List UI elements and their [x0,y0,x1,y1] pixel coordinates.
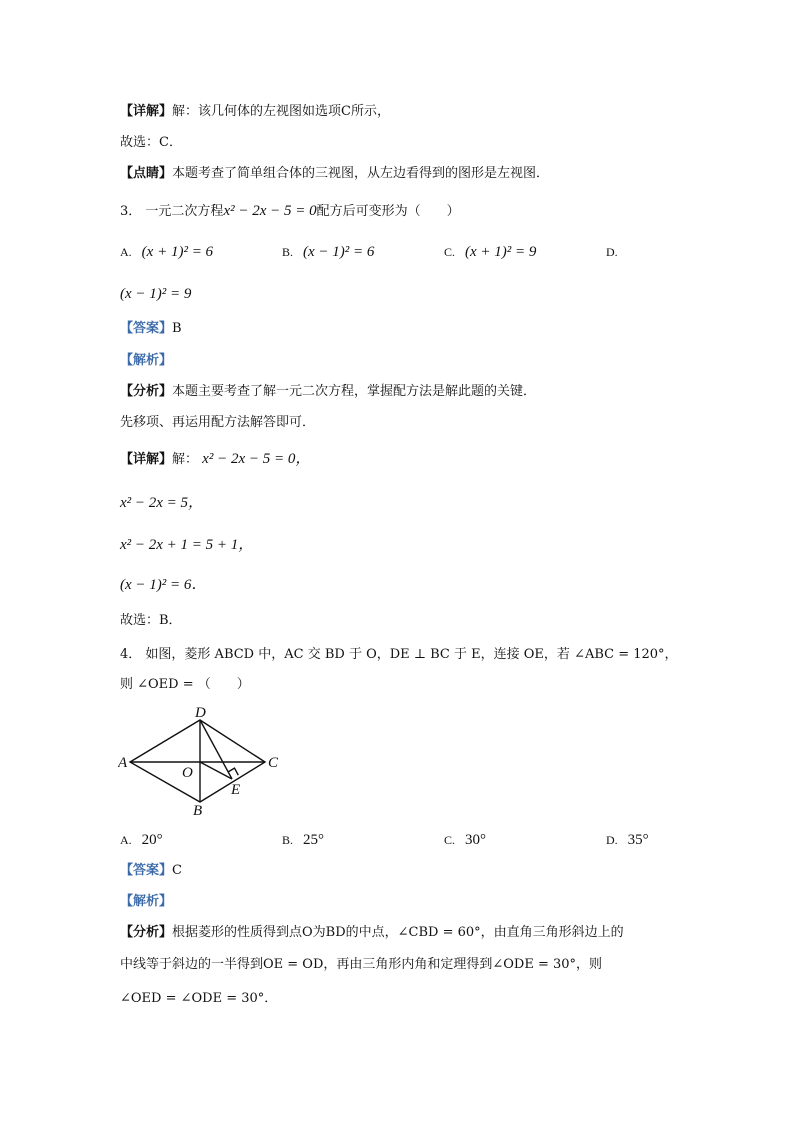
q4-option-a[interactable] [120,830,163,851]
q4-fenxi-line-2: 中线等于斜边的一半得到OE = OD，再由三角形内角和定理得到∠ODE = 30°，则 [120,957,603,972]
option-label: D. [606,245,618,259]
q4-answer-line [120,862,182,880]
q3-analysis-tag: 【解析】 [120,353,173,368]
step-1: x² − 2x − 5 = 0， [202,451,311,467]
rhombus-figure [118,702,293,817]
label-e: E [231,782,241,798]
step-2: x² − 2x = 5， [120,495,204,511]
q3-option-d[interactable] [606,242,628,263]
option-label: C. [444,245,456,259]
label-o: O [182,765,193,781]
q3-option-c[interactable] [444,242,536,263]
label-a: A [118,755,128,771]
q4-fenxi-line-1 [120,924,624,942]
answer-tag: 【答案】 [120,863,173,878]
label-b: B [193,803,203,817]
option-label: D. [606,833,618,847]
answer-tag: 【答案】 [120,321,173,336]
answer-value: C [172,863,182,878]
q4-option-b[interactable] [282,830,324,851]
q3-detail-line [120,450,310,469]
q3-option-d-expr-line [120,284,191,305]
q2-detail-line [120,103,390,121]
q3-equation: x² − 2x − 5 = 0 [223,203,317,219]
step-4: (x − 1)² = 6． [120,577,207,593]
option-label: C. [444,833,456,847]
q4-fenxi-line-3: ∠OED = ∠ODE = 30°． [120,991,278,1006]
fenxi-tag: 【分析】 [120,925,173,940]
detail-tag: 【详解】 [120,104,173,119]
q3-option-a[interactable] [120,242,213,263]
q3-option-b[interactable] [282,242,374,263]
option-value: 25° [303,832,325,848]
comment-tag: 【点睛】 [120,166,173,181]
q4-stem-line-2: 则 ∠OED = （ ） [120,677,250,692]
q3-method: 先移项、再运用配方法解答即可． [120,415,316,430]
step-3: x² − 2x + 1 = 5 + 1， [120,537,254,553]
rhombus-abcd [130,720,265,802]
q4-stem-line-1 [120,646,678,664]
comment-text: 本题考查了简单组合体的三视图，从左边看得到的图形是左视图． [172,166,550,181]
option-label: A. [120,833,132,847]
option-expr: (x − 1)² = 9 [120,286,192,302]
option-value: 35° [627,832,649,848]
q4-stem-text: 如图，菱形 ABCD 中，AC 交 BD 于 O，DE ⊥ BC 于 E，连接 OE，若 ∠ABC = 120°， [145,647,678,662]
answer-value: B [172,321,182,336]
detail-prefix: 解： [172,452,199,467]
q3-stem [120,202,460,221]
fenxi-tag: 【分析】 [120,384,173,399]
detail-text: 解：该几何体的左视图如选项C所示， [172,104,390,119]
q2-comment-line [120,165,549,183]
q4-option-d[interactable] [606,830,649,851]
q2-choice: 故选：C． [120,135,182,150]
option-value: 20° [141,832,163,848]
option-label: A. [120,245,132,259]
q3-choice: 故选：B． [120,613,182,628]
detail-tag: 【详解】 [120,452,173,467]
option-expr: (x + 1)² = 9 [465,244,537,260]
q4-option-c[interactable] [444,830,486,851]
q3-fenxi-line [120,383,536,401]
option-value: 30° [465,832,487,848]
q3-number: 3． [120,204,142,219]
q3-stem-post: 配方后可变形为（ ） [316,204,460,219]
option-label: B. [282,245,294,259]
label-c: C [268,755,279,771]
q3-stem-pre: 一元二次方程 [145,204,224,219]
q4-analysis-tag: 【解析】 [120,894,173,909]
label-d: D [195,705,206,721]
option-label: B. [282,833,294,847]
option-expr: (x + 1)² = 6 [141,244,214,260]
q3-answer-line [120,320,182,338]
q4-number: 4． [120,647,142,662]
fenxi-text: 本题主要考查了解一元二次方程，掌握配方法是解此题的关键． [172,384,537,399]
option-expr: (x − 1)² = 6 [303,244,375,260]
fenxi-text: 根据菱形的性质得到点O为BD的中点，∠CBD = 60°，由直角三角形斜边上的 [172,925,624,940]
